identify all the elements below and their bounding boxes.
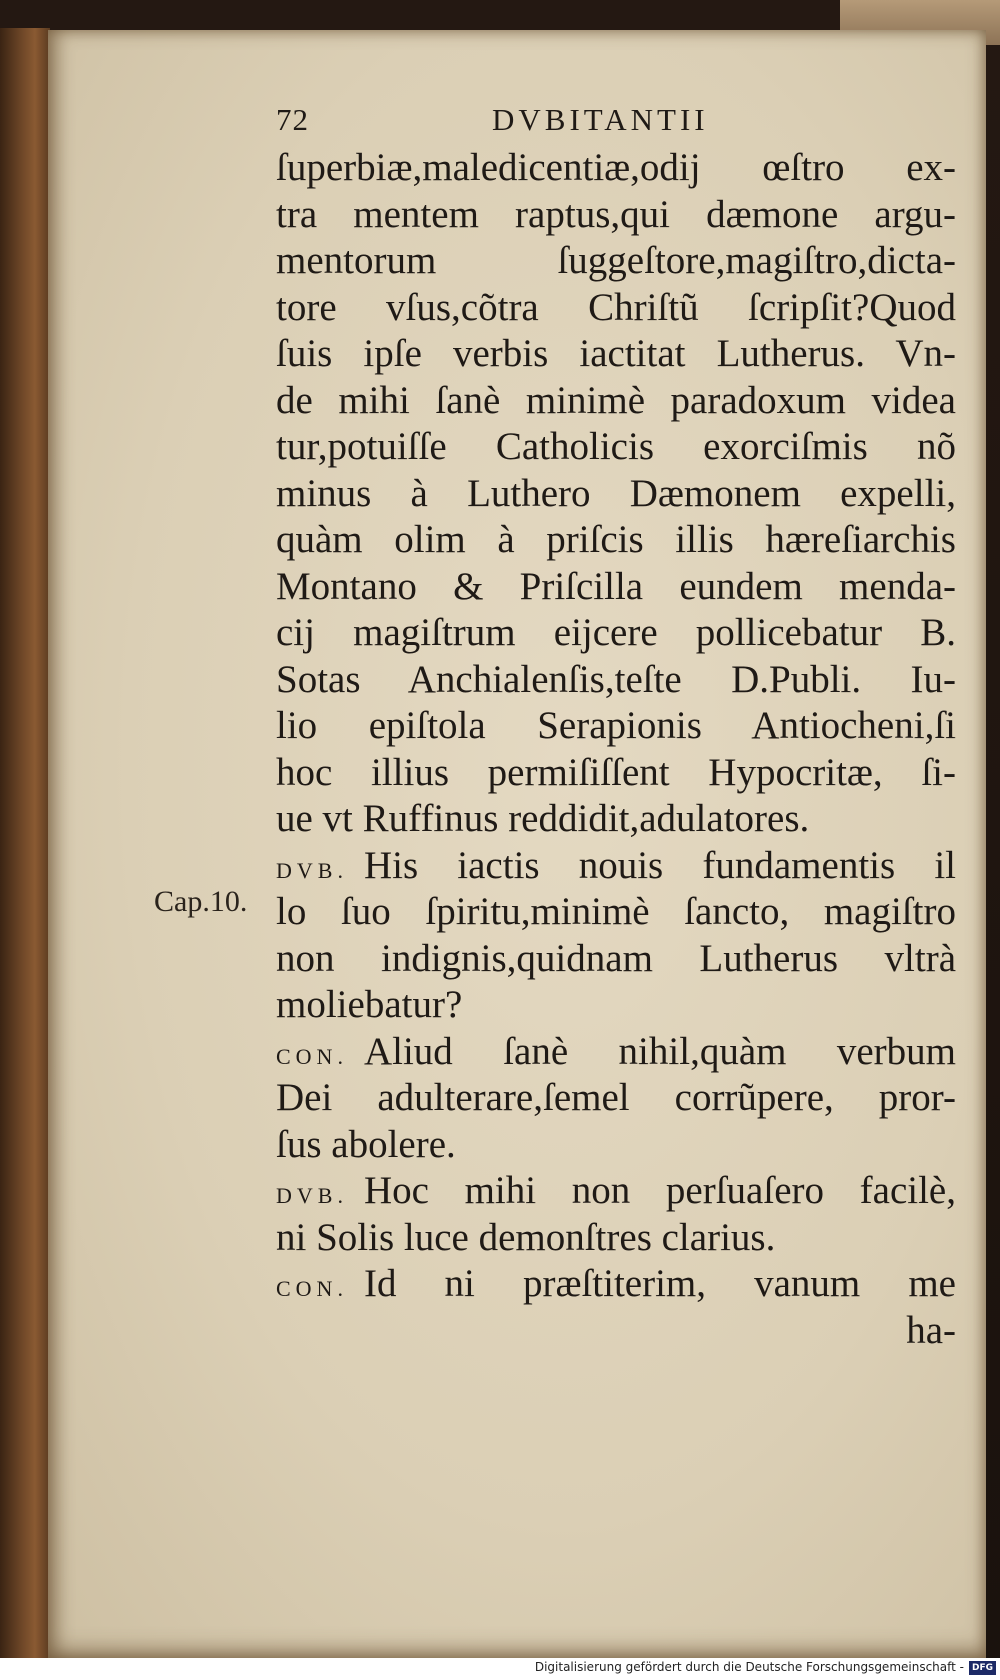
text-line: Dei adulterare,ſemel corrũpere, pror-	[276, 1076, 956, 1119]
text-line: tra mentem raptus,qui dæmone argu-	[276, 192, 956, 236]
text-line: ſuperbiæ,maledicentiæ,odij œſtro ex-	[276, 146, 956, 189]
speaker-label: CON.	[276, 1276, 348, 1301]
speaker-label: DVB.	[276, 857, 348, 883]
speech-text: Hoc mihi non perſuaſero facilè,	[363, 1169, 956, 1212]
catchword: ha-	[906, 1308, 956, 1352]
text-line: cij magiſtrum eijcere pollicebatur B.	[276, 611, 956, 654]
speech-text: Aliud ſanè nihil,quàm verbum	[363, 1029, 956, 1073]
speech-text: Id ni præſtiterim, vanum me	[363, 1262, 956, 1305]
text-line: ni Solis luce demonſtres clarius.	[276, 1215, 776, 1259]
footer-bar	[0, 1658, 1000, 1680]
text-line: quàm olim à priſcis illis hæreſiarchis	[276, 518, 956, 561]
text-line: tur,potuiſſe Catholicis exorciſmis nõ	[276, 425, 956, 468]
book-spine	[0, 28, 50, 1658]
funding-credit: Digitalisierung gefördert durch die Deutsche Forschungsgemeinschaft -	[534, 1660, 964, 1674]
speaker-label: DVB.	[276, 1183, 348, 1208]
text-line: de mihi ſanè minimè paradoxum videa	[276, 378, 956, 422]
text-line: mentorum ſuggeſtore,magiſtro,dicta-	[276, 239, 956, 282]
text-line: ue vt Ruffinus reddidit,adulatores.	[276, 797, 810, 840]
text-line: tore vſus,cõtra Chriſtũ ſcripſit?Quod	[276, 285, 956, 329]
text-line: non indignis,quidnam Lutherus vltrà	[276, 936, 956, 980]
dialogue-line	[276, 1029, 956, 1076]
text-line: ſuis ipſe verbis iactitat Lutherus. Vn-	[276, 332, 956, 375]
text-line: Sotas Anchialenſis,teſte D.Publi. Iu-	[276, 657, 956, 701]
text-line: minus à Luthero Dæmonem expelli,	[276, 471, 956, 515]
running-title: DVBITANTII	[492, 102, 709, 137]
text-line: hoc illius permiſiſſent Hypocritæ, ſi-	[276, 750, 956, 794]
margin-note: Cap.10.	[154, 885, 248, 918]
speech-text: His iactis nouis fundamentis il	[363, 843, 956, 887]
text-line: lio epiſtola Serapionis Antiocheni,ſi	[276, 704, 956, 747]
dialogue-line	[276, 1261, 956, 1308]
text-line: lo ſuo ſpiritu,minimè ſancto, magiſtro	[276, 890, 956, 933]
dialogue-line	[276, 843, 956, 890]
text-line: Montano & Priſcilla eundem menda-	[276, 564, 956, 608]
page-body	[276, 145, 956, 1354]
page-number: 72	[276, 102, 309, 137]
dialogue-line	[276, 1168, 956, 1215]
dfg-logo: DFG	[969, 1661, 996, 1675]
speaker-label: CON.	[276, 1043, 348, 1069]
text-line: moliebatur?	[276, 983, 463, 1026]
text-line: ſus abolere.	[276, 1122, 456, 1166]
